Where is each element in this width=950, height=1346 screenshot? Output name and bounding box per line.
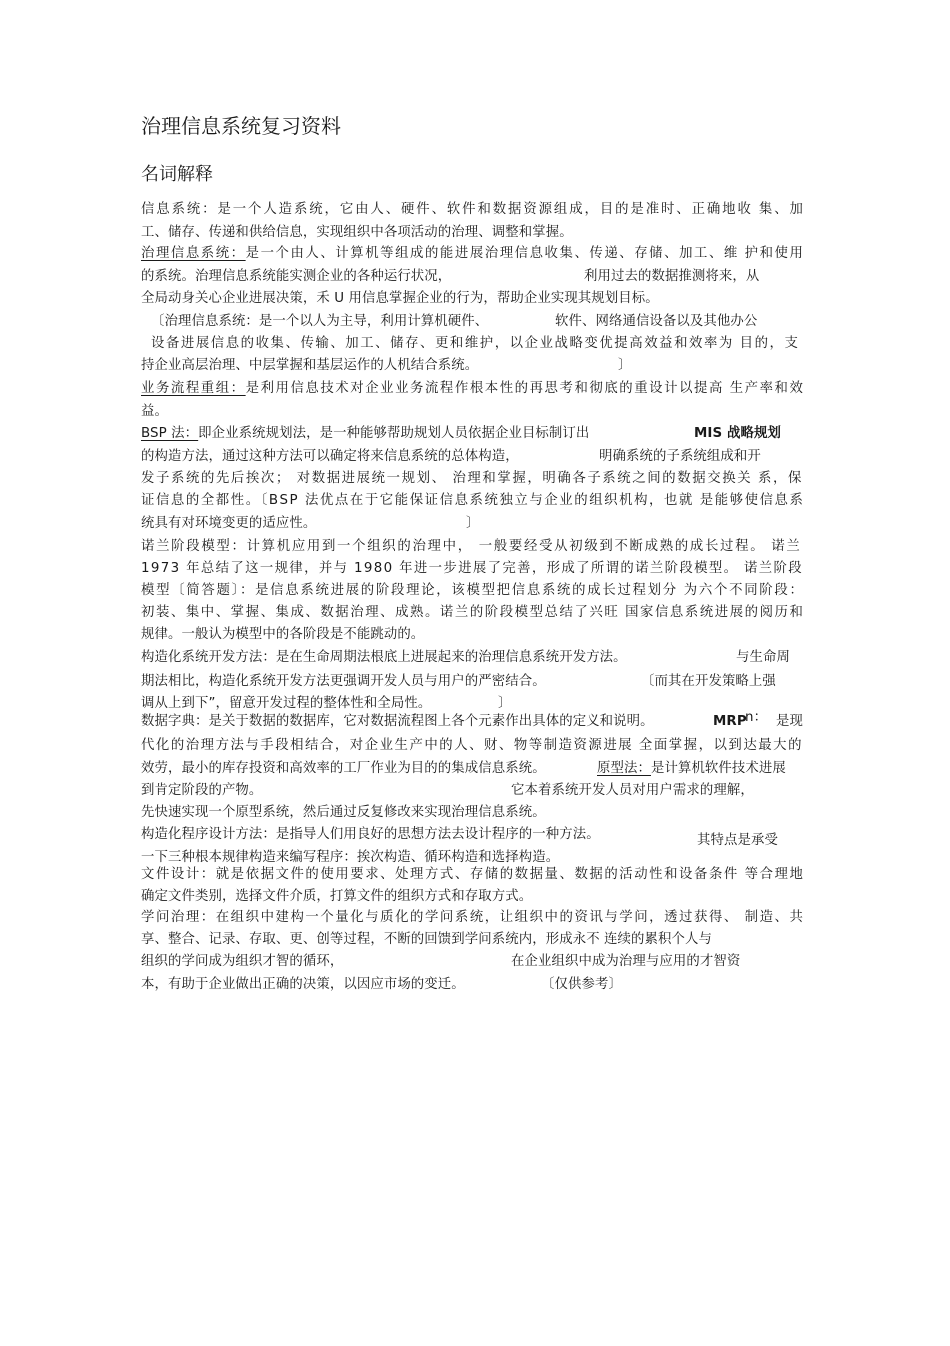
text-line: 发子系统的先后挨次； 对数据进展统一规划、 治理和掌握，明确各子系统之间的数据交换关 系，保 — [141, 471, 803, 486]
text-line: 1973 年总结了这一规律，并与 1980 年进一步进展了完善，形成了所谓的诺兰阶段模型。 诺兰阶段 — [141, 561, 803, 576]
text-line: 享、整合、记录、存取、更、创等过程，不断的回馈到学问系统内，形成永不 连续的累积个人与 — [141, 932, 712, 947]
text-line: 益。 — [141, 404, 168, 419]
text-line: 先快速实现一个原型系统，然后通过反复修改来实现治理信息系统。 — [141, 805, 546, 820]
text-line: MRP — [713, 714, 747, 729]
term-label: 原型法： — [597, 761, 651, 776]
text-line: 的构造方法，通过这种方法可以确定将来信息系统的总体构造， — [141, 449, 519, 464]
text-line: 持企业高层治理、中层掌握和基层运作的人机结合系统。 — [141, 358, 479, 373]
text-line: 〕 — [498, 696, 512, 711]
text-line: 本，有助于企业做出正确的决策，以因应市场的变迁。 — [141, 977, 465, 992]
text-line: 〔而其在开发策略上强 — [641, 674, 776, 689]
text-line: 证信息的全都性。〔BSP 法优点在于它能保证信息系统独立与企业的组织机构，也就 是能够使信息系 — [141, 493, 805, 508]
text-line: 〕 — [618, 358, 632, 373]
text-line: 到肯定阶段的产物。 — [141, 783, 263, 798]
text-line: 与生命周 — [736, 650, 790, 665]
text-line: 初装、集中、掌握、集成、数据治理、成熟。诺兰的阶段模型总结了兴旺 国家信息系统进展的阅历和 — [141, 605, 805, 620]
section-heading: 名词解释 — [141, 164, 213, 185]
text-line: 利用过去的数据推测将来，从 — [584, 269, 760, 284]
text-line: 统具有对环境变更的适应性。 — [141, 516, 317, 531]
text-line: 构造化程序设计方法：是指导人们用良好的思想方法去设计程序的一种方法。 — [141, 827, 600, 842]
text-line: 文件设计：就是依据文件的使用要求、处理方式、存储的数据量、数据的活动性和设备条件 等合理地 — [141, 867, 805, 882]
text-line: 效劳，最小的库存投资和高效率的工厂作业为目的的集成信息系统。 — [141, 761, 546, 776]
text-line: 明确系统的子系统组成和开 — [599, 449, 761, 464]
text-line: 一下三种根本规律构造来编写程序：挨次构造、循环构造和选择构造。 — [141, 850, 560, 865]
text-line: 软件、网络通信设备以及其他办公 — [555, 314, 758, 329]
text-line: 模型〔简答题〕：是信息系统进展的阶段理论，该模型把信息系统的成长过程划分 为六个不同阶段： — [141, 583, 805, 598]
text-line: 其特点是承受 — [697, 833, 778, 848]
text-line: 组织的学问成为组织才智的循环， — [141, 954, 344, 969]
text-line: 业务流程重组：是利用信息技术对企业业务流程作根本性的再思考和彻底的重设计以提高 生产率和效 — [141, 381, 805, 396]
text-line: BSP 法：即企业系统规划法，是一种能够帮助规划人员依据企业目标制订出 — [141, 426, 590, 441]
text-line: 设备进展信息的收集、传输、加工、储存、更和维护，以企业战略变优提高效益和效率为 目的，支 — [151, 336, 800, 351]
text-line: 它本着系统开发人员对用户需求的理解， — [511, 783, 754, 798]
text-line: MIS 战略规划 — [694, 426, 781, 441]
text-line: 〔治理信息系统：是一个以人为主导，利用计算机硬件、 — [151, 314, 489, 329]
text-line: 代化的治理方法与手段相结合，对企业生产中的人、财、物等制造资源进展 全面掌握，以到达最大的 — [141, 738, 803, 753]
text-line: n： — [745, 710, 768, 725]
text-line: 数据字典：是关于数据的数据库，它对数据流程图上各个元素作出具体的定义和说明。 — [141, 714, 654, 729]
text-line: 诺兰阶段模型：计算机应用到一个组织的治理中， 一般要经受从初级到不断成熟的成长过程。 诺兰 — [141, 539, 802, 554]
text-line: 构造化系统开发方法：是在生命周期法根底上进展起来的治理信息系统开发方法。 — [141, 650, 627, 665]
text-line: 在企业组织中成为治理与应用的才智资 — [511, 954, 741, 969]
document-title: 治理信息系统复习资料 — [141, 114, 341, 138]
text-line: 原型法：是计算机软件技术进展 — [597, 761, 786, 776]
term-label: 业务流程重组： — [141, 381, 246, 396]
text-line: 是现 — [776, 714, 803, 729]
text-line: 的系统。治理信息系统能实测企业的各种运行状况， — [141, 269, 452, 284]
term-label: BSP 法： — [141, 426, 199, 441]
text-line: 确定文件类别，选择文件介质，打算文件的组织方式和存取方式。 — [141, 889, 533, 904]
text-line: 学问治理：在组织中建构一个量化与质化的学问系统，让组织中的资讯与学问，透过获得、 制造、共 — [141, 910, 805, 925]
text-line: 工、储存、传递和供给信息，实现组织中各项活动的治理、调整和掌握。 — [141, 225, 573, 240]
text-line: 信息系统：是一个人造系统，它由人、硬件、软件和数据资源组成，目的是准时、正确地收 集、加 — [141, 202, 805, 217]
text-line: 调从上到下”，留意开发过程的整体性和全局性。 — [141, 696, 432, 711]
text-line: 〕 — [466, 516, 480, 531]
text-line: 治理信息系统：是一个由人、计算机等组成的能进展治理信息收集、传递、存储、加工、维 护和使用 — [141, 246, 805, 261]
text-line: 〔仅供参考〕 — [541, 977, 622, 992]
text-line: 全局动身关心企业进展决策，禾 U 用信息掌握企业的行为，帮助企业实现其规划目标。 — [141, 291, 659, 306]
text-line: 期法相比，构造化系统开发方法更强调开发人员与用户的严密结合。 — [141, 674, 546, 689]
term-label: 治理信息系统： — [141, 246, 246, 261]
text-line: 规律。一般认为模型中的各阶段是不能跳动的。 — [141, 627, 425, 642]
